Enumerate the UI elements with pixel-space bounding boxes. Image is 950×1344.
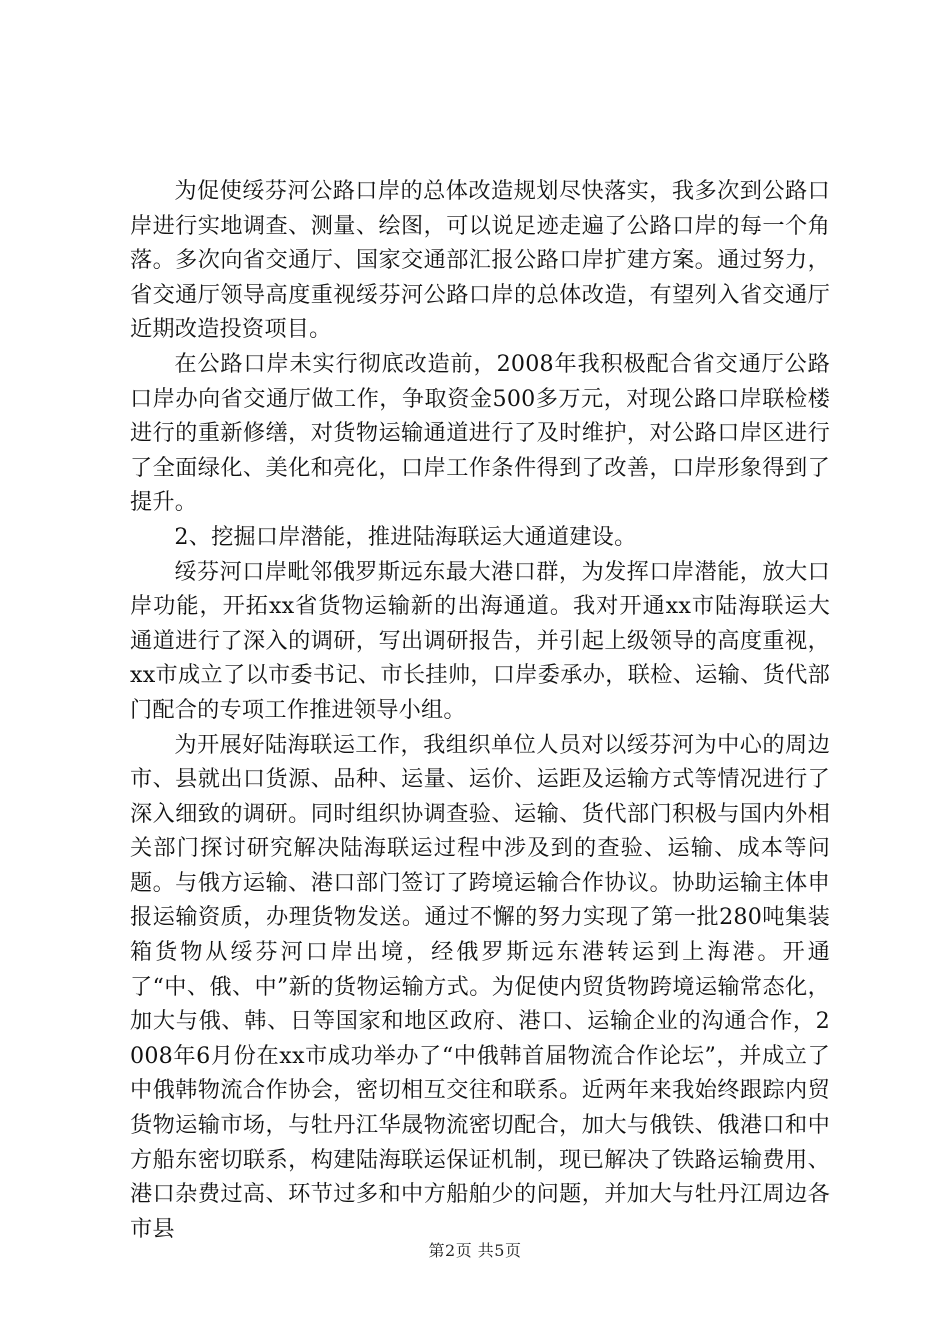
page-footer: 第2页 共5页 (428, 1241, 522, 1260)
paragraph-2: 在公路口岸未实行彻底改造前，2008年我积极配合省交通厅公路口岸办向省交通厅做工作，争取资金500多万元，对现公路口岸联检楼进行的重新修缮，对货物运输通道进行了及时维护，对公路口岸区进行了全面绿化、美化和亮化，口岸工作条件得到了改善，口岸形象得到了提升。 (130, 350, 830, 516)
document-body (130, 174, 830, 1246)
paragraph-1: 为促使绥芬河公路口岸的总体改造规划尽快落实，我多次到公路口岸进行实地调查、测量、绘图，可以说足迹走遍了公路口岸的每一个角落。多次向省交通厅、国家交通部汇报公路口岸扩建方案。通过努力，省交通厅领导高度重视绥芬河公路口岸的总体改造，有望列入省交通厅近期改造投资项目。 (130, 178, 830, 343)
paragraph-4: 为开展好陆海联运工作，我组织单位人员对以绥芬河为中心的周边市、县就出口货源、品种、运量、运价、运距及运输方式等情况进行了深入细致的调研。同时组织协调查验、运输、货代部门积极与国内外相关部门探讨研究解决陆海联运过程中涉及到的查验、运输、成本等问题。与俄方运输、港口部门签订了跨境运输合作协议。协助运输主体申报运输资质，办理货物发送。通过不懈的努力实现了第一批280吨集装箱货物从绥芬河口岸出境，经俄罗斯远东港转运到上海港。开通了“中、俄、中”新的货物运输方式。为促使内贸货物跨境运输常态化，加大与俄、韩、日等国家和地区政府、港口、运输企业的沟通合作，2008年6月份在xx市成功举办了“中俄韩首届物流合作论坛”，并成立了中俄韩物流合作协会，密切相互交往和联系。近两年来我始终跟踪内贸货物运输市场，与牡丹江华晟物流密切配合，加大与俄铁、俄港口和中方船东密切联系，构建陆海联运保证机制，现已解决了铁路运输费用、港口杂费过高、环节过多和中方船舶少的问题，并加大与牡丹江周边各市县 (130, 731, 830, 1242)
section-heading: 2、挖掘口岸潜能，推进陆海联运大通道建设。 (174, 523, 637, 550)
paragraph-3: 绥芬河口岸毗邻俄罗斯远东最大港口群，为发挥口岸潜能，放大口岸功能，开拓xx省货物运输新的出海通道。我对开通xx市陆海联运大通道进行了深入的调研，写出调研报告，并引起上级领导的高度重视，xx市成立了以市委书记、市长挂帅，口岸委承办，联检、运输、货代部门配合的专项工作推进领导小组。 (130, 558, 830, 723)
